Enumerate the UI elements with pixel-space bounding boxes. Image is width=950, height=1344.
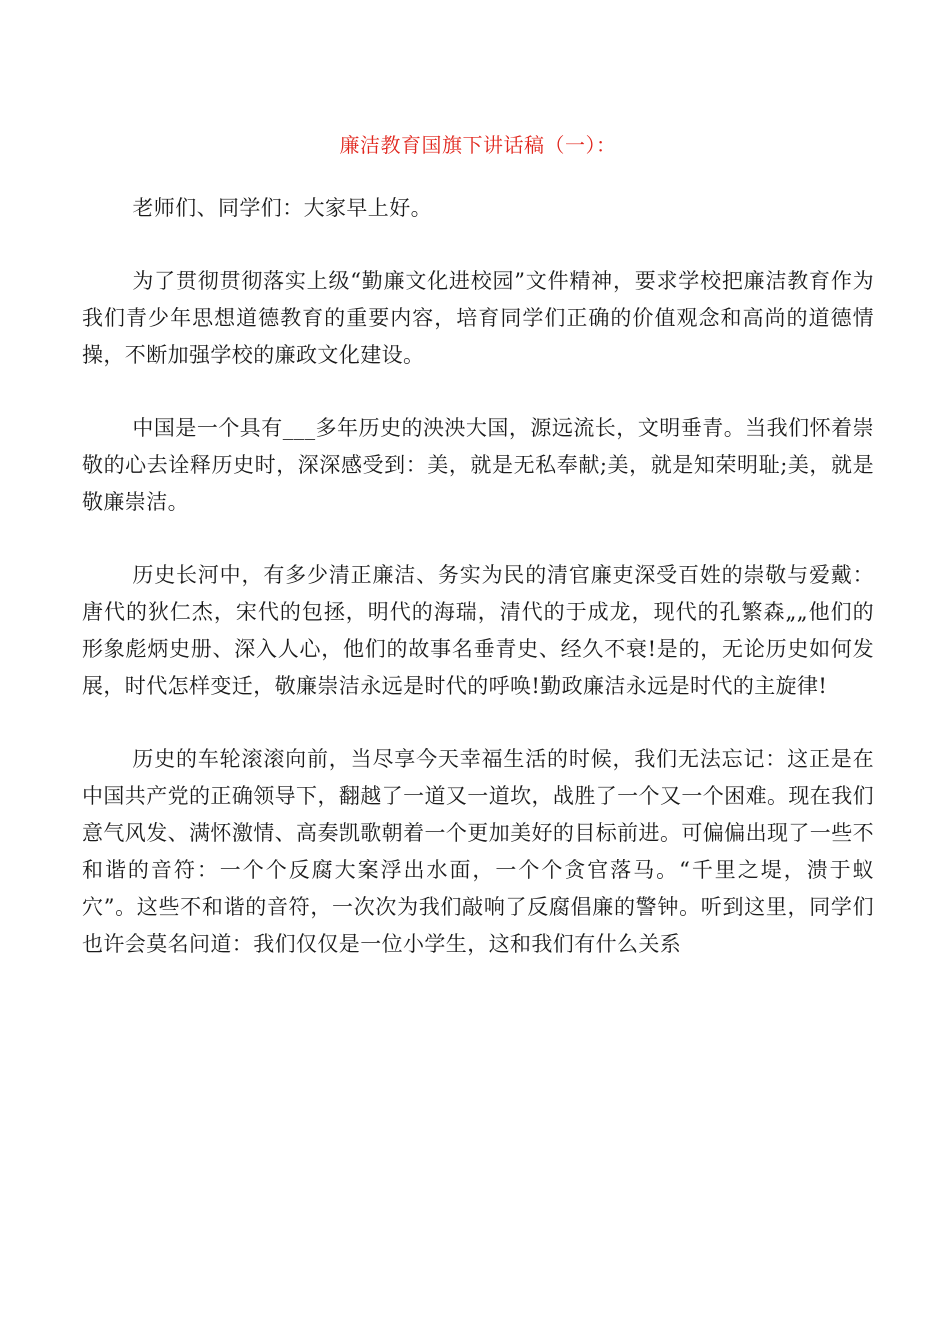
paragraph-2: 中国是一个具有___多年历史的泱泱大国，源远流长，文明垂青。当我们怀着崇敬的心去诠释历史时，深深感受到：美，就是无私奉献;美，就是知荣明耻;美，就是敬廉崇洁。 (82, 416, 874, 514)
paragraph-3: 历史长河中，有多少清正廉洁、务实为民的清官廉吏深受百姓的崇敬与爱戴：唐代的狄仁杰，宋代的包拯，明代的海瑞，清代的于成龙，现代的孔繁森„„他们的形象彪炳史册、深入人心，他们的故事名垂青史、经久不衰!是的，无论历史如何发展，时代怎样变迁，敬廉崇洁永远是时代的呼唤!勤政廉洁永远是时代的主旋律! (82, 563, 874, 698)
paragraph-1: 为了贯彻贯彻落实上级“勤廉文化进校园”文件精神，要求学校把廉洁教育作为我们青少年思想道德教育的重要内容，培育同学们正确的价值观念和高尚的道德情操，不断加强学校的廉政文化建设。 (82, 269, 874, 367)
document-title: 廉洁教育国旗下讲话稿（一）： (339, 133, 617, 157)
paragraph-4: 历史的车轮滚滚向前，当尽享今天幸福生活的时候，我们无法忘记：这正是在中国共产党的正确领导下，翻越了一道又一道坎，战胜了一个又一个困难。现在我们意气风发、满怀激情、高奏凯歌朝着一个更加美好的目标前进。可偏偏出现了一些不和谐的音符：一个个反腐大案浮出水面，一个个贪官落马。“千里之堤，溃于蚁穴”。这些不和谐的音符，一次次为我们敲响了反腐倡廉的警钟。听到这里，同学们也许会莫名问道：我们仅仅是一位小学生，这和我们有什么关系 (82, 747, 874, 956)
paragraph-greeting: 老师们、同学们：大家早上好。 (132, 196, 432, 220)
